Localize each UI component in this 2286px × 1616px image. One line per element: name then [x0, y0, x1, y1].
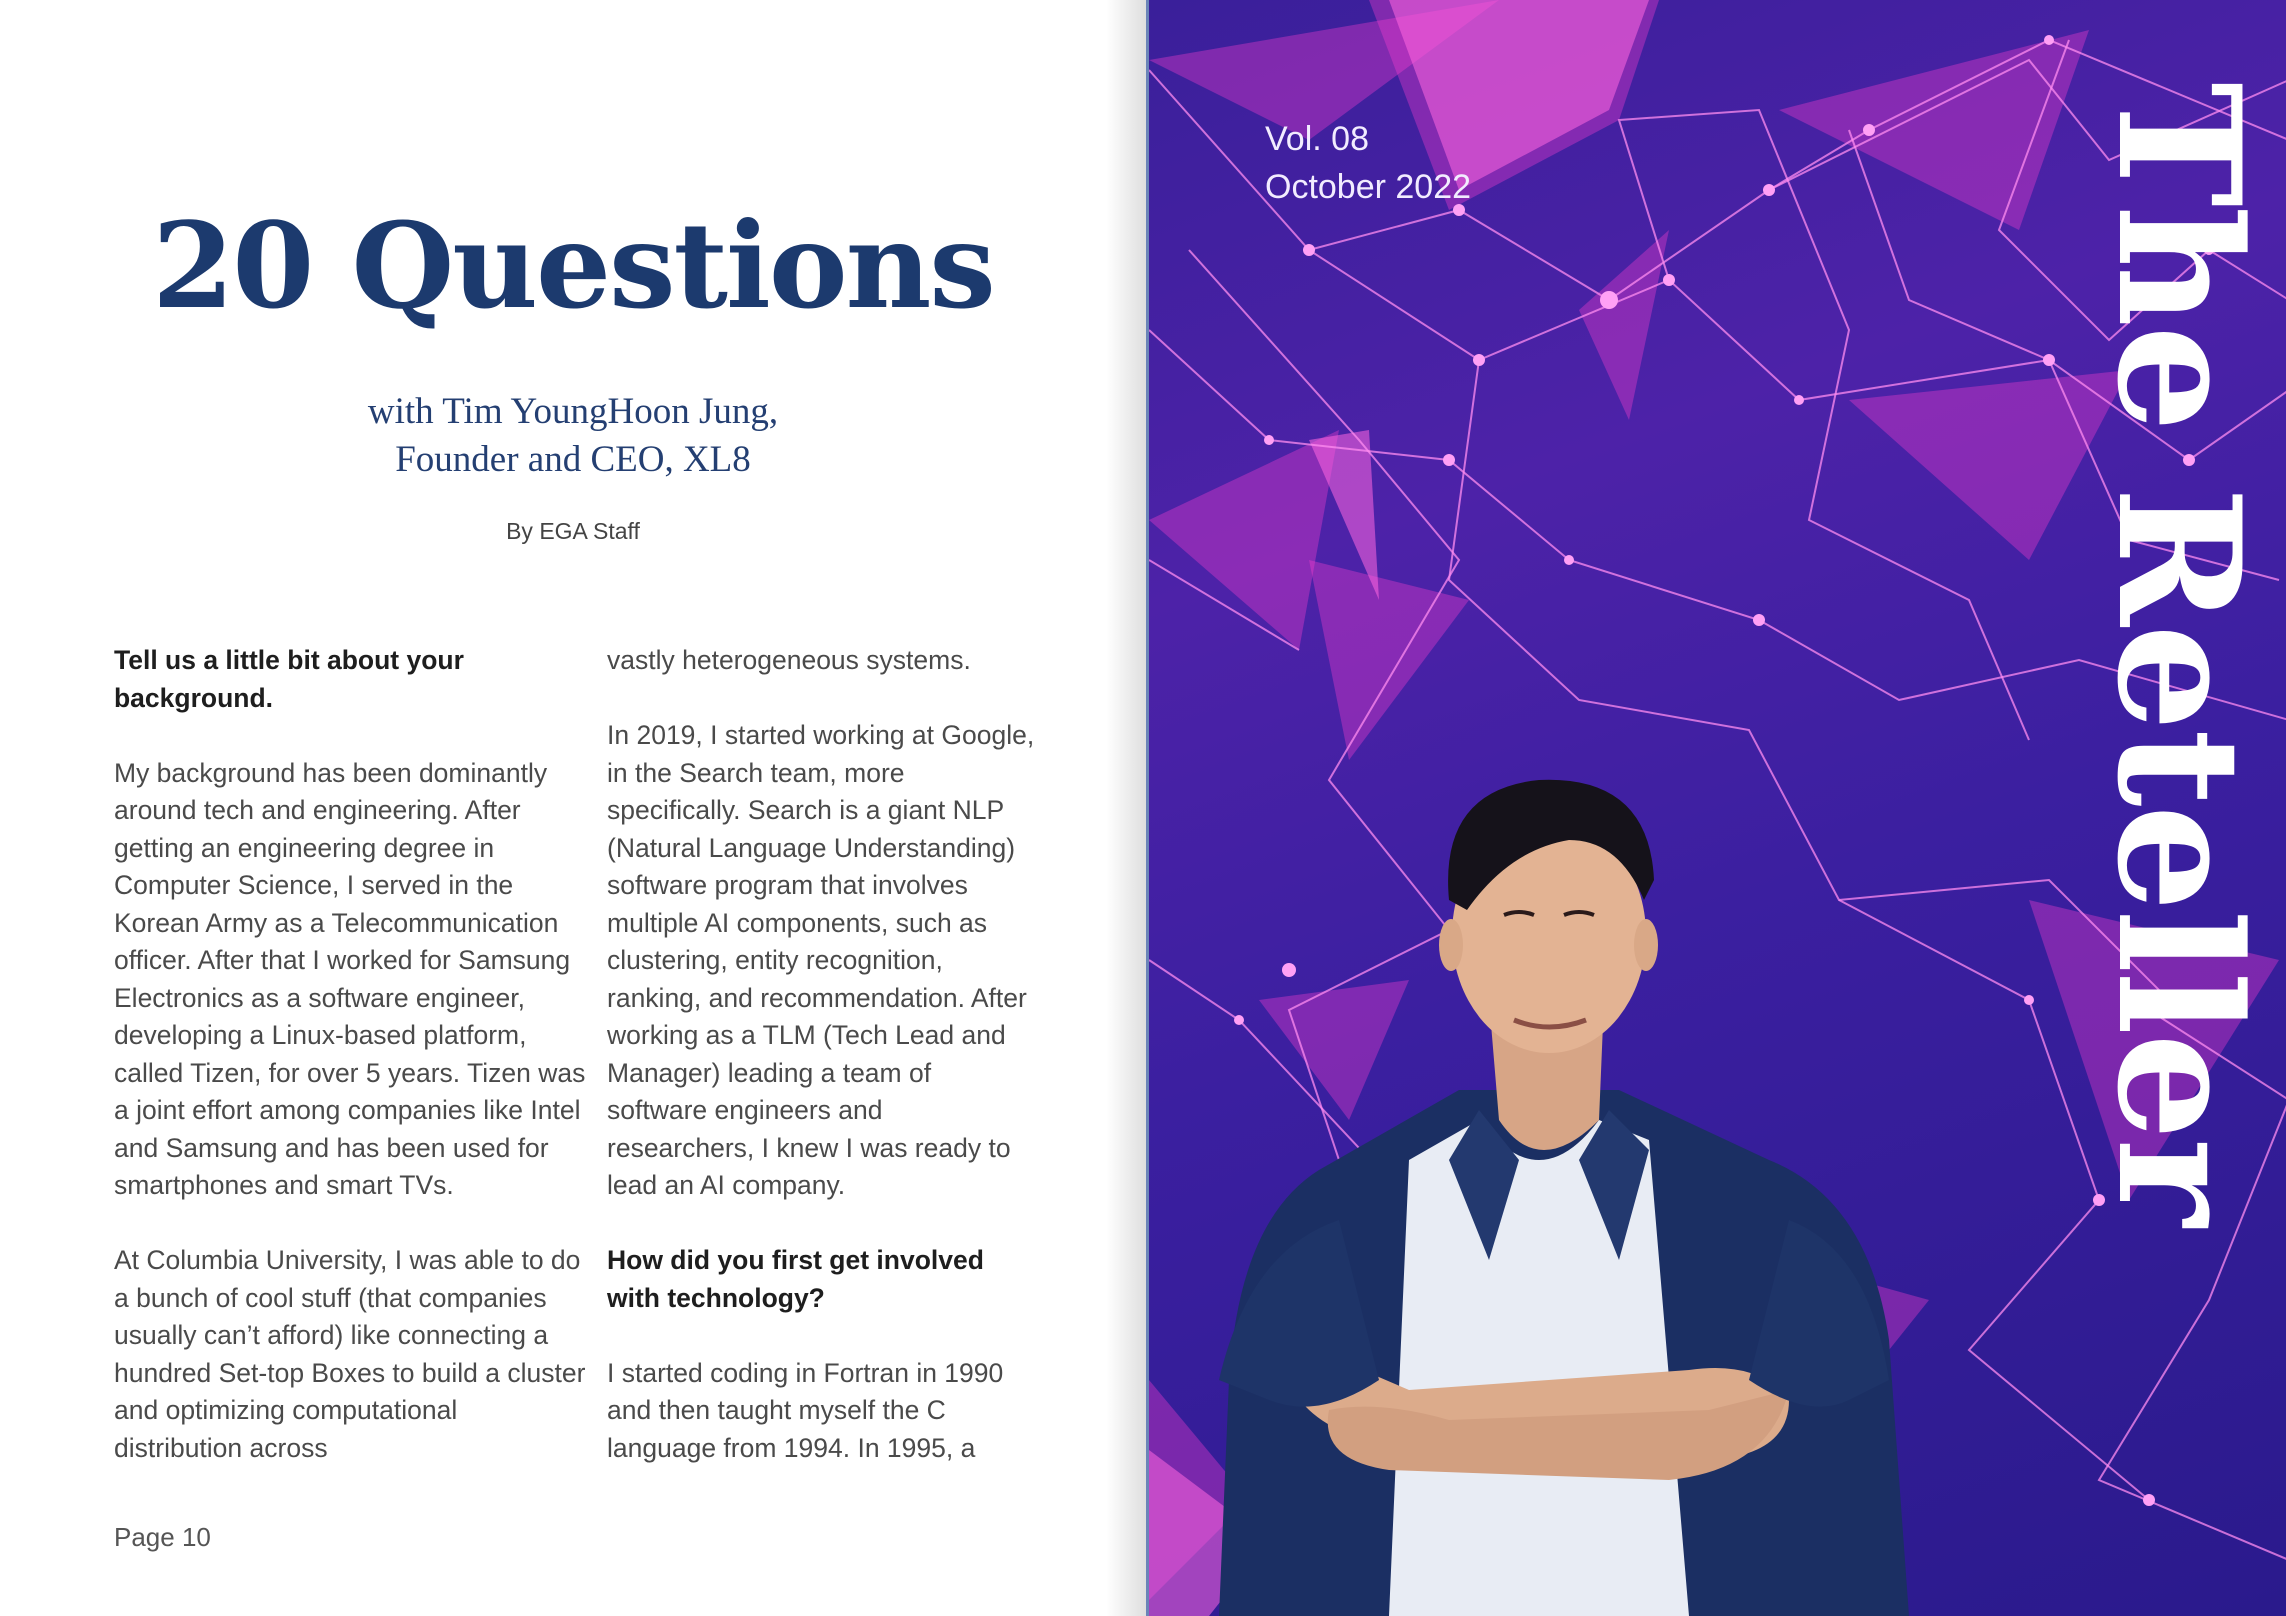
magazine-masthead: The Reteller — [2080, 82, 2278, 1225]
article-subtitle — [0, 388, 1146, 484]
page-number: Page 10 — [114, 1522, 211, 1552]
byline: By EGA Staff — [506, 518, 640, 544]
issue-info — [1265, 115, 1471, 211]
answer-paragraph: In 2019, I started working at Google, in the Search team, more specifically. Search is a giant NLP (Natural Language Understanding) software program that involves multiple AI components, such as clustering, entity recognition, ranking, and recommendation. After working as a TLM (Tech Lead and Manager) leading a team of software engineers and researchers, I knew I was ready to lead an AI company. — [607, 720, 1035, 1200]
issue-date: October 2022 — [1265, 168, 1472, 206]
question-heading: How did you first get involved with technology? — [607, 1245, 984, 1313]
subtitle-line-2: Founder and CEO, XL8 — [395, 439, 751, 480]
article-title: 20 Questions — [152, 196, 994, 335]
answer-paragraph: vastly heterogeneous systems. — [607, 645, 971, 675]
answer-paragraph: I started coding in Fortran in 1990 and then taught myself the C language from 1994. In 1995, a — [607, 1357, 1004, 1463]
answer-paragraph: At Columbia University, I was able to do a bunch of cool stuff (that companies usually can’t afford) like connecting a hundred Set-top Boxes to build a cluster and optimizing computational distribution across — [114, 1245, 586, 1463]
page-gutter-shadow — [1106, 0, 1146, 1616]
question-heading: Tell us a little bit about your background. — [114, 645, 464, 713]
subtitle-line-1: with Tim YoungHoon Jung, — [367, 391, 779, 432]
answer-paragraph: My background has been dominantly around tech and engineering. After getting an engineering degree in Computer Science, I served in the Korean Army as a Telecommunication officer. After that I worked for Samsung Electronics as a software engineer, developing a Linux-based platform, called Tizen, for over 5 years. Tizen was a joint effort among companies like Intel and Samsung and has been used for smartphones and smart TVs. — [114, 757, 586, 1200]
article-column-1 — [114, 642, 592, 1505]
magazine-cover — [1146, 0, 2286, 1616]
article-column-2 — [607, 642, 1037, 1505]
issue-volume: Vol. 08 — [1265, 120, 1369, 158]
